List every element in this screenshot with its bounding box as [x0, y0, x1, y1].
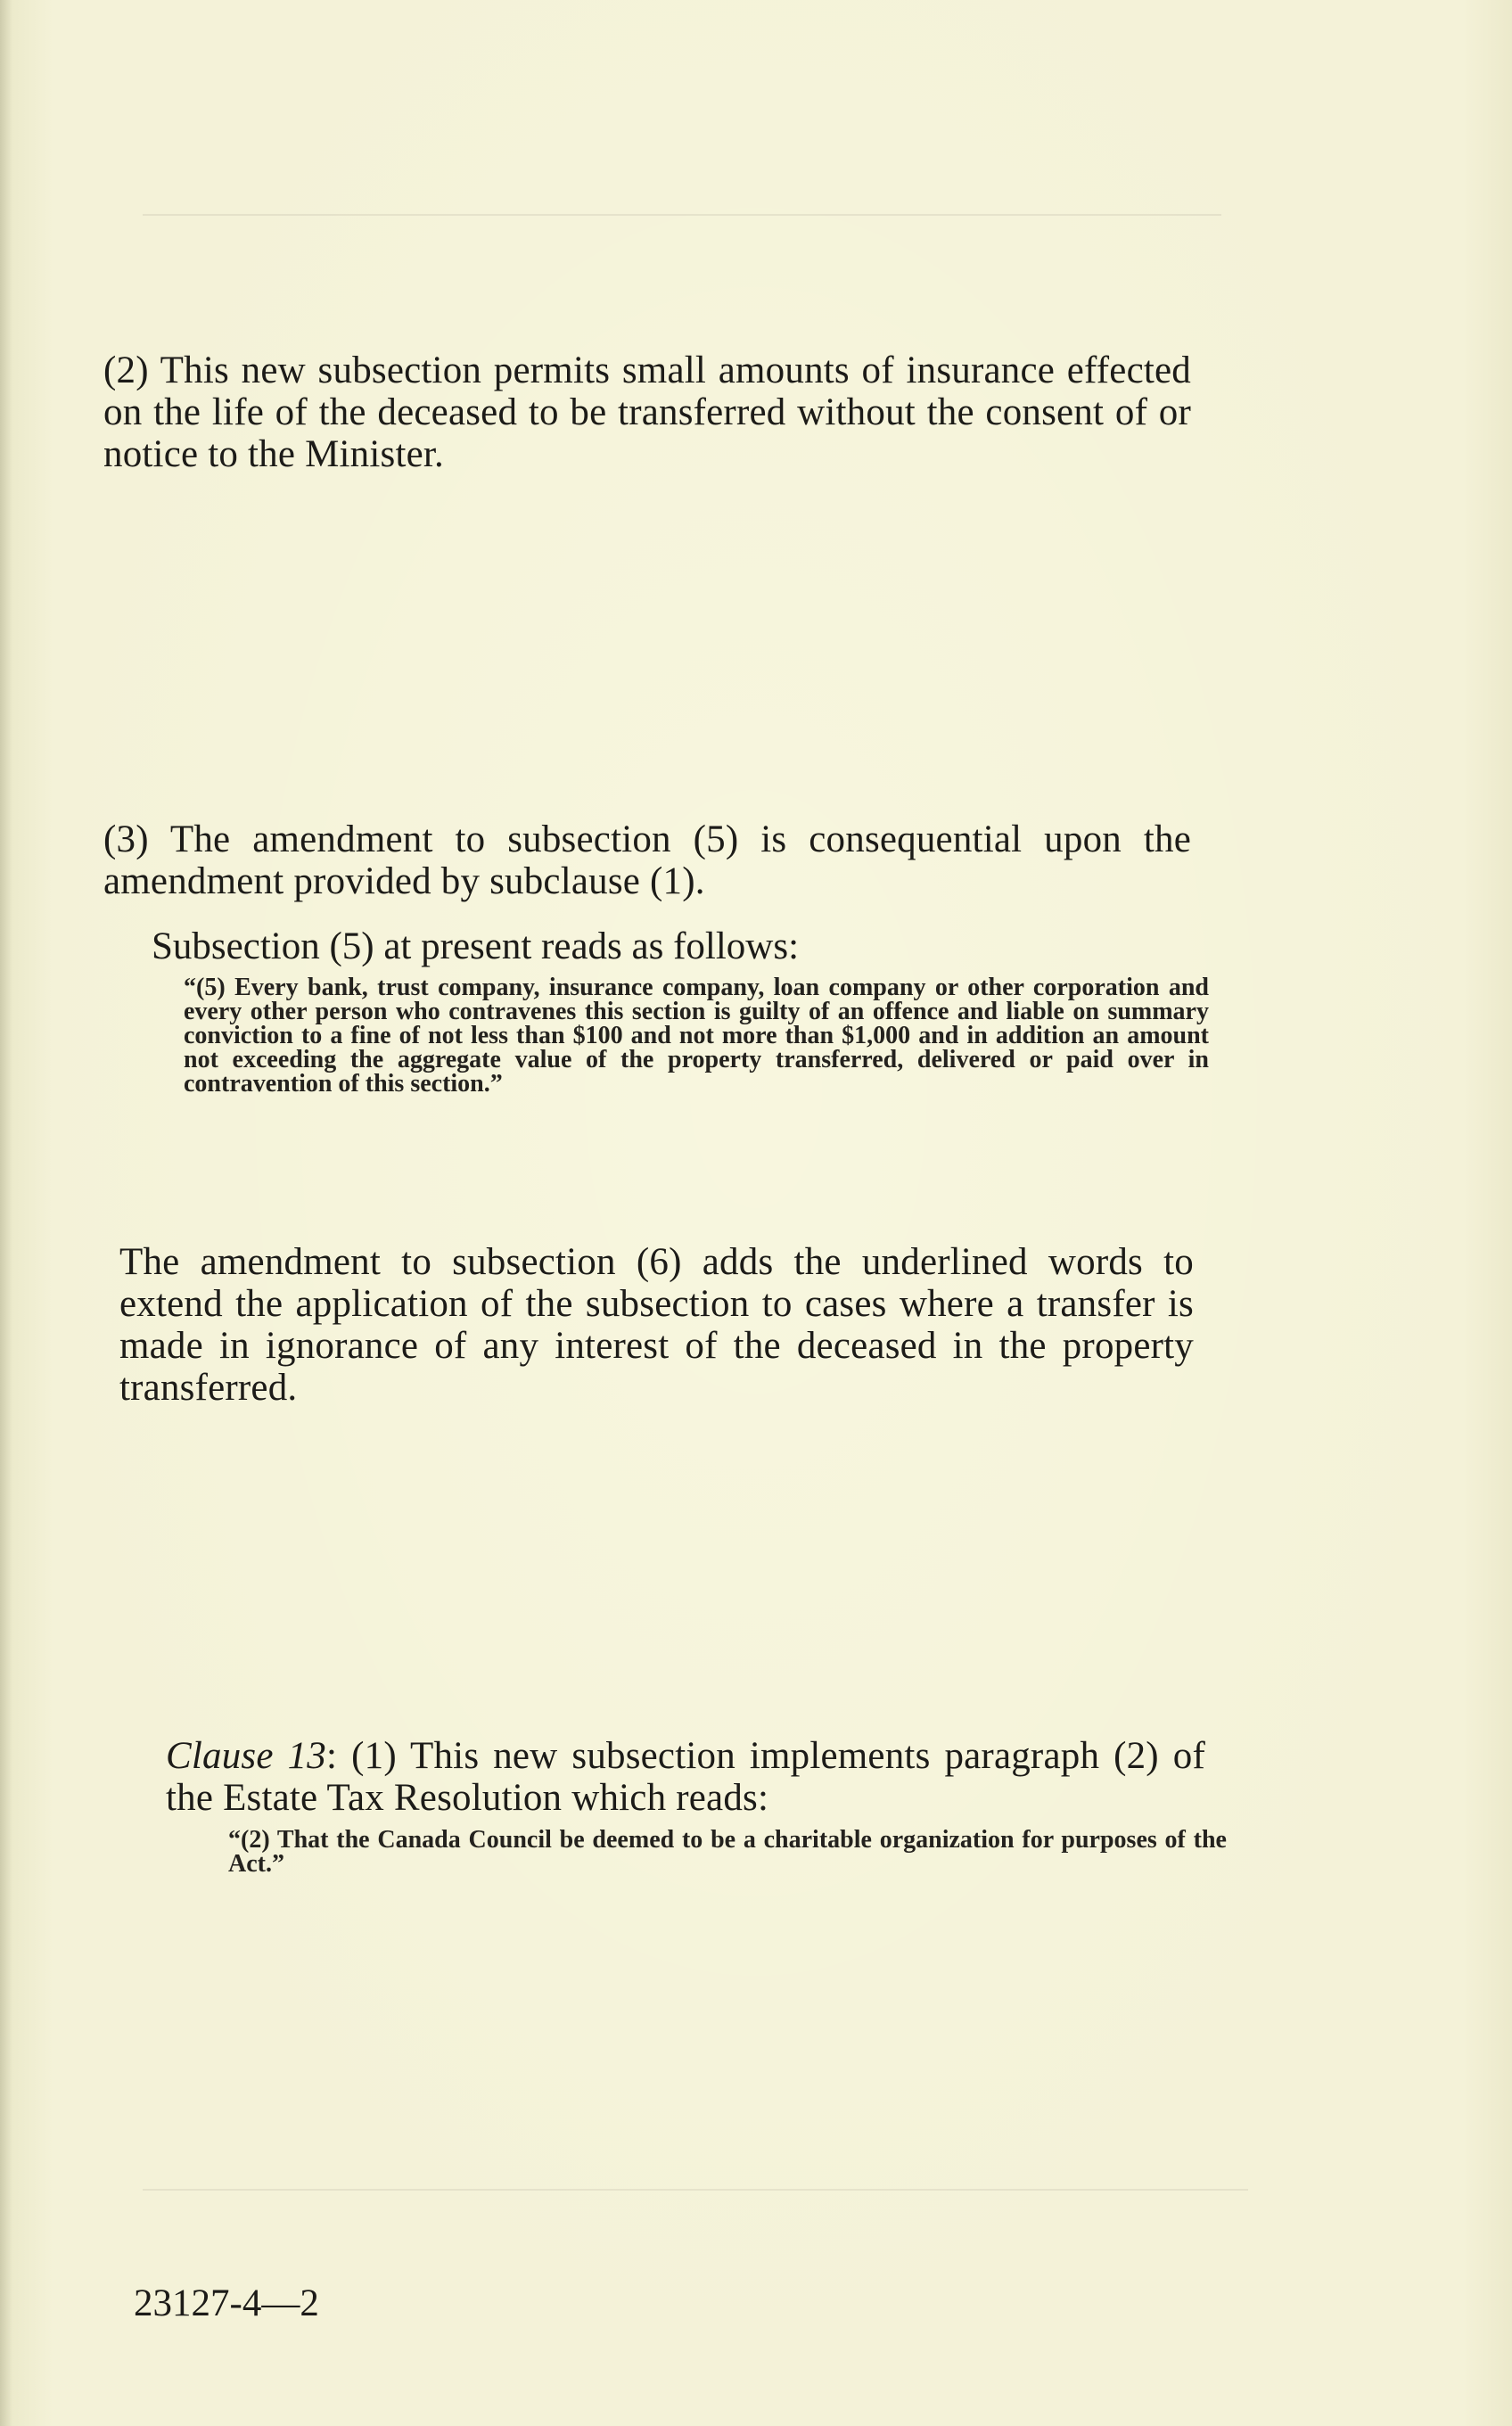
subsection-5-quotation: “(5) Every bank, trust company, insurance company, loan company or other corporation and every other person who contravenes this section is guilty of an offence and liable on summary conviction to a fine of not less than $100 and not more than $1,000 and in addition an amount not exceeding the aggregate value of the property transferred, delivered or paid over in contravention of this section.”: [184, 974, 1209, 1098]
page-edge-shadow: [0, 0, 12, 2426]
bleed-through-rule: [143, 2189, 1248, 2191]
explanatory-note-subclause-2: (2) This new subsection permits small amounts of insurance effected on the life of the deceased to be transferred without the consent of or notice to the Minister.: [103, 350, 1191, 475]
clause-13-quotation: “(2) That the Canada Council be deemed to be a charitable organization for purposes of the Act.”: [228, 1826, 1227, 1878]
explanatory-note-subsection-6: The amendment to subsection (6) adds the underlined words to extend the application of the subsection to cases where a transfer is made in ignorance of any interest of the deceased in the property transferred.: [119, 1241, 1194, 1409]
page-number: 23127-4—2: [134, 2282, 319, 2324]
bleed-through-rule: [143, 214, 1221, 216]
bleed-through-decoration: [615, 138, 631, 210]
clause-13-note: [166, 1735, 1205, 1819]
clause-13-label: Clause 13: [166, 1735, 326, 1777]
clause-13-text: : (1) This new subsection implements paragraph (2) of the Estate Tax Resolution which reads:: [166, 1735, 1205, 1819]
explanatory-note-subclause-3: (3) The amendment to subsection (5) is consequential upon the amendment provided by subclause (1).: [103, 818, 1191, 902]
subsection-5-lead-in: Subsection (5) at present reads as follows:: [152, 925, 800, 967]
